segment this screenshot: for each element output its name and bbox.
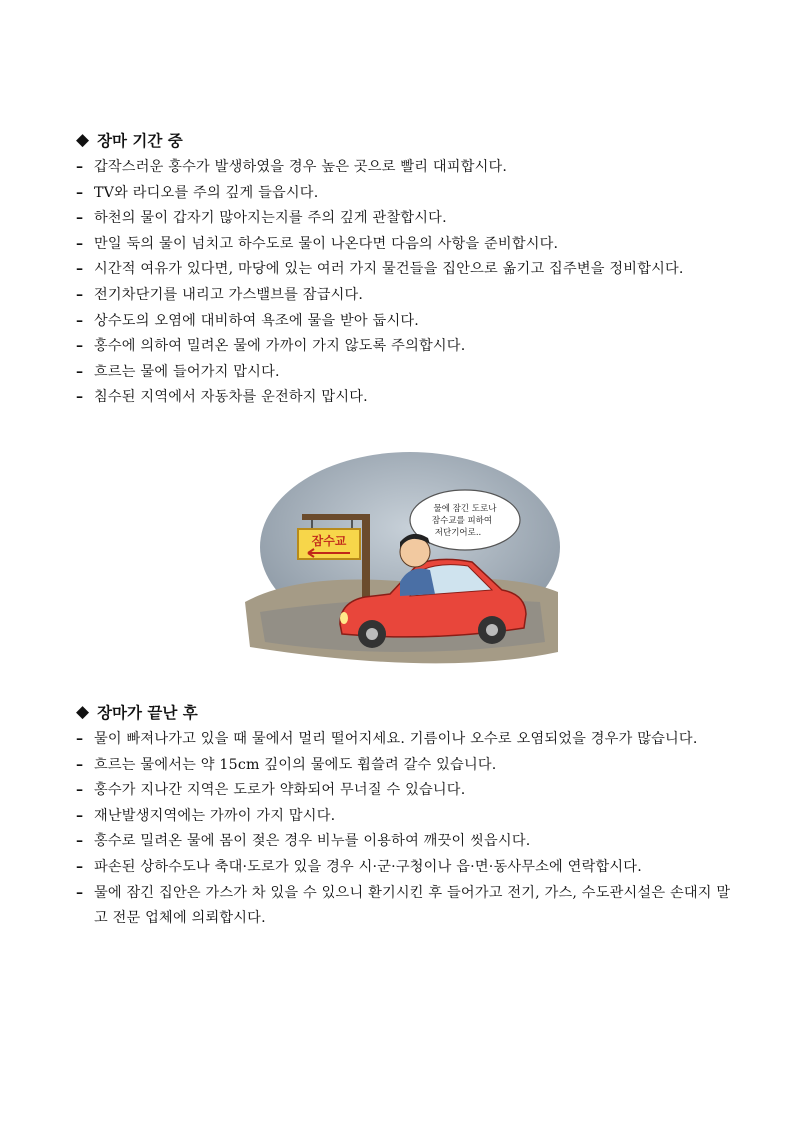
list-item: – 홍수로 밀려온 물에 몸이 젖은 경우 비누를 이용하여 깨끗이 씻읍시다. [76, 829, 736, 855]
car-headlight [340, 612, 348, 624]
dash-bullet: – [76, 235, 84, 252]
dash-bullet: – [76, 858, 84, 875]
dash-bullet: – [76, 338, 84, 355]
list-item: – 침수된 지역에서 자동차를 운전하지 맙시다. [76, 385, 736, 411]
list-item: – 시간적 여유가 있다면, 마당에 있는 여러 가지 물건들을 집안으로 옮기고 집주변을 정비합시다. [76, 257, 736, 283]
list-item: – 재난발생지역에는 가까이 가지 맙시다. [76, 804, 736, 830]
dash-bullet: – [76, 159, 84, 175]
guideline-list [76, 727, 736, 932]
dash-bullet: – [76, 389, 84, 406]
thought-line: 저단기어로.. [434, 528, 482, 538]
dash-bullet: – [76, 731, 84, 747]
guideline-list [76, 155, 736, 411]
list-item: – 물에 잠긴 집안은 가스가 차 있을 수 있으니 환기시킨 후 들어가고 전기, 가스, 수도관시설은 손대지 말고 전문 업체에 의뢰합시다. [76, 881, 736, 932]
dash-bullet: – [76, 756, 84, 773]
section-title: 장마 기간 중 [97, 132, 183, 150]
list-item: – 만일 둑의 물이 넘치고 하수도로 물이 나온다면 다음의 사항을 준비합시다. [76, 232, 736, 258]
list-item: – 물이 빠져나가고 있을 때 물에서 멀리 떨어지세요. 기름이나 오수로 오염되었을 경우가 많습니다. [76, 727, 736, 753]
list-item: – 하천의 물이 갑자기 많아지는지를 주의 깊게 관찰합시다. [76, 206, 736, 232]
list-item: – 갑작스러운 홍수가 발생하였을 경우 높은 곳으로 빨리 대피합시다. [76, 155, 736, 181]
dash-bullet: – [76, 833, 84, 850]
dash-bullet: – [76, 210, 84, 227]
flood-driving-illustration [240, 452, 560, 672]
dash-bullet: – [76, 312, 84, 329]
list-item: – TV와 라디오를 주의 깊게 들읍시다. [76, 181, 736, 207]
list-item: – 홍수가 지나간 지역은 도로가 약화되어 무너질 수 있습니다. [76, 778, 736, 804]
dash-bullet: – [76, 261, 84, 278]
list-item: – 흐르는 물에 들어가지 맙시다. [76, 360, 736, 386]
diamond-bullet-icon: ◆ [76, 129, 90, 150]
dash-bullet: – [76, 884, 84, 901]
section-during-monsoon [76, 128, 736, 411]
list-item: – 흐르는 물에서는 약 15cm 깊이의 물에도 휩쓸려 갈수 있습니다. [76, 753, 736, 779]
thought-line: 잠수교를 피하여 [431, 516, 493, 526]
list-item: – 전기차단기를 내리고 가스밸브를 잠급시다. [76, 283, 736, 309]
dash-bullet: – [76, 363, 84, 380]
section-after-monsoon [76, 700, 736, 932]
dash-bullet: – [76, 286, 84, 303]
thought-line: 물에 잠긴 도로나 [433, 504, 497, 514]
list-item: – 파손된 상하수도나 축대·도로가 있을 경우 시·군·구청이나 읍·면·동사무소에 연락합시다. [76, 855, 736, 881]
section-heading [76, 128, 736, 152]
diamond-bullet-icon: ◆ [76, 701, 90, 722]
list-item: – 상수도의 오염에 대비하여 욕조에 물을 받아 둡시다. [76, 309, 736, 335]
illustration-svg [240, 452, 560, 672]
dash-bullet: – [76, 782, 84, 799]
dash-bullet: – [76, 184, 84, 201]
sign-arm [302, 514, 370, 520]
section-title: 장마가 끝난 후 [97, 704, 198, 722]
section-heading [76, 700, 736, 724]
sign-text: 잠수교 [311, 534, 347, 548]
dash-bullet: – [76, 807, 84, 824]
list-item: – 홍수에 의하여 밀려온 물에 가까이 가지 않도록 주의합시다. [76, 334, 736, 360]
